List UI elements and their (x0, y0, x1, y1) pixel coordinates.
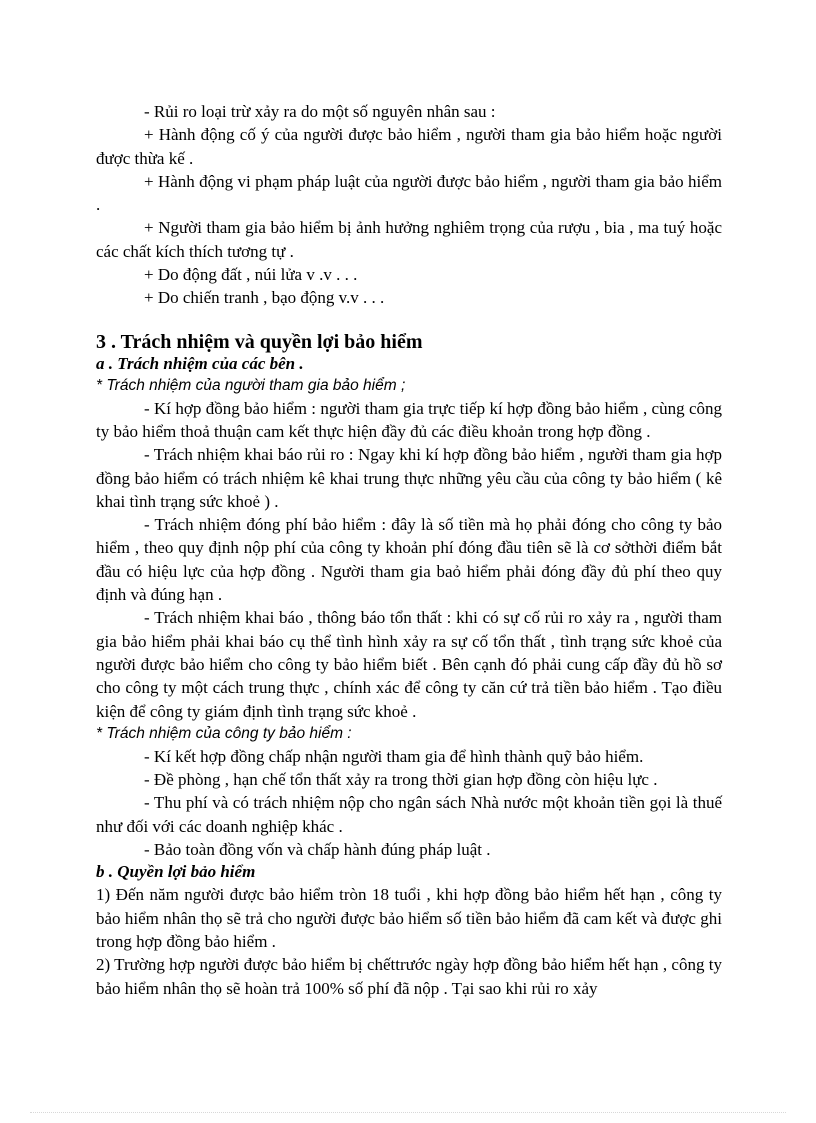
company-item-capital: - Bảo toàn đồng vốn và chấp hành đúng pháp luật . (144, 840, 491, 860)
subsection-a-heading: a . Trách nhiệm của các bên . (96, 353, 304, 373)
section-heading: 3 . Trách nhiệm và quyền lợi bảo hiểm (96, 330, 423, 353)
company-item-contract: - Kí kết hợp đồng chấp nhận người tham gia để hình thành quỹ bảo hiểm. (144, 746, 644, 766)
participant-responsibility-heading: * Trách nhiệm của người tham gia bảo hiểm ; (96, 376, 406, 394)
participant-paragraph-sign: - Kí hợp đồng bảo hiểm : người tham gia trực tiếp kí hợp đồng bảo hiểm , cùng công ty bảo hiểm thoả thuận cam kết thực hiện đầy đủ các điều khoản trong hợp đồng . (96, 398, 722, 441)
exclusion-item-intentional: + Hành động cố ý của người được bảo hiểm , người tham gia bảo hiểm hoặc người được thừa kế . (96, 125, 722, 168)
exclusion-item-law-violation: + Hành động vi phạm pháp luật của người được bảo hiểm , người tham gia bảo hiểm . (96, 171, 722, 215)
company-item-prevention: - Đề phòng , hạn chế tổn thất xảy ra trong thời gian hợp đồng còn hiệu lực . (144, 770, 658, 790)
participant-paragraph-declare-risk: - Trách nhiệm khai báo rủi ro : Ngay khi kí hợp đồng bảo hiểm , người tham gia hợp đồng bảo hiểm có trách nhiệm kê khai trung thực những yêu cầu của công ty bảo hiểm ( kê khai tình trạng sức khoẻ ) . (96, 445, 722, 511)
benefit-item-2: 2) Trường hợp người được bảo hiểm bị chếttrước ngày hợp đồng bảo hiểm hết hạn , công ty bảo hiểm nhân thọ sẽ hoàn trả 100% số phí đã nộp . Tại sao khi rủi ro xảy (96, 955, 722, 998)
exclusion-item-war: + Do chiến tranh , bạo động v.v . . . (144, 288, 385, 308)
participant-paragraph-report-loss: - Trách nhiệm khai báo , thông báo tổn thất : khi có sự cố rủi ro xảy ra , người tham gia bảo hiểm phải khai báo cụ thể tình hình xảy ra sự cố tổn thất , tình trạng sức khoẻ của người được bảo hiểm cho công ty bảo hiểm biết . Bên cạnh đó phải cung cấp đầy đủ hồ sơ cho công ty một cách trung thực , chính xác để công ty căn cứ trả tiền bảo hiểm . Tạo điều kiện để công ty giám định tình trạng sức khoẻ . (96, 608, 722, 721)
company-responsibility-heading: * Trách nhiệm của công ty bảo hiểm : (96, 724, 352, 742)
page-bottom-divider (30, 1112, 786, 1113)
subsection-b-heading: b . Quyền lợi bảo hiểm (96, 862, 256, 882)
exclusion-intro: - Rủi ro loại trừ xảy ra do một số nguyên nhân sau : (144, 102, 496, 121)
document-page (96, 100, 722, 1000)
company-item-tax: - Thu phí và có trách nhiệm nộp cho ngân sách Nhà nước một khoản tiền gọi là thuế như đối với các doanh nghiệp khác . (96, 793, 722, 836)
participant-paragraph-pay-fee: - Trách nhiệm đóng phí bảo hiểm : đây là số tiền mà họ phải đóng cho công ty bảo hiểm , theo quy định nộp phí của công ty khoản phí đóng đầu tiên sẽ là cơ sởthời điểm bắt đầu có hiệu lực của hợp đồng . Người tham gia baỏ hiểm phải đóng đầy đủ phí theo quy định và đúng hạn . (96, 515, 722, 605)
exclusion-item-alcohol: + Người tham gia bảo hiểm bị ảnh hưởng nghiêm trọng của rượu , bia , ma tuý hoặc các chất kích thích tương tự . (96, 218, 722, 261)
exclusion-item-earthquake: + Do động đất , núi lửa v .v . . . (144, 265, 358, 285)
benefit-item-1: 1) Đến năm người được bảo hiểm tròn 18 tuổi , khi hợp đồng bảo hiểm hết hạn , công ty bảo hiểm nhân thọ sẽ trả cho người được bảo hiểm số tiền bảo hiểm đã cam kết và được ghi trong hợp đồng bảo hiểm . (96, 885, 722, 951)
